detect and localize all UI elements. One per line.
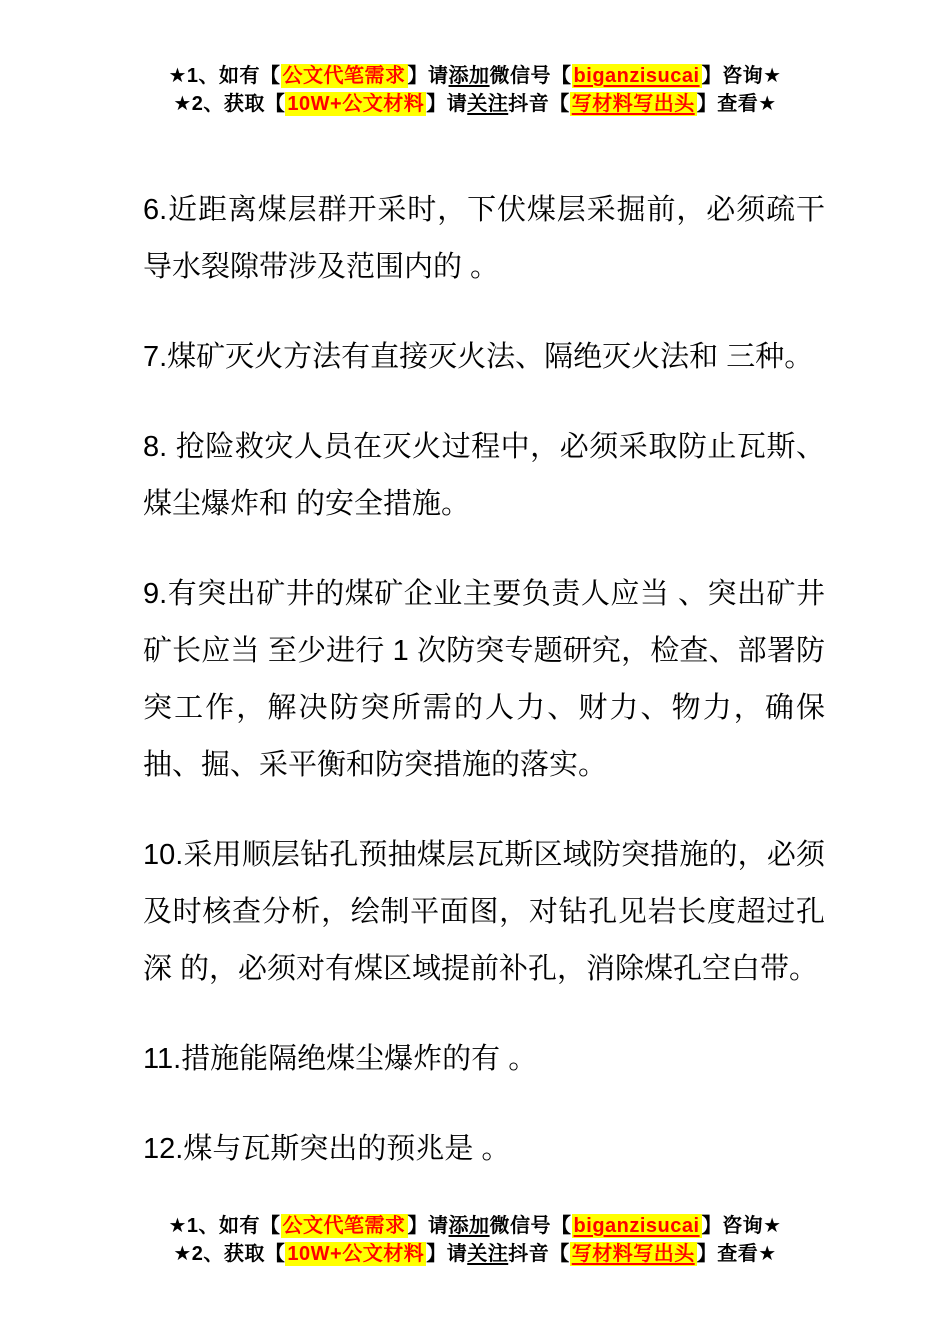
promo-text: 】查看★ <box>696 93 777 115</box>
promo-text: 】咨询★ <box>701 65 782 87</box>
promo-underline-follow: 关注 <box>467 93 509 115</box>
promo-text: 微信号【 <box>489 1215 572 1237</box>
promo-text: 】咨询★ <box>701 1215 782 1237</box>
question-12: 12.煤与瓦斯突出的预兆是 。 <box>143 1133 511 1165</box>
promo-header-line-2 <box>0 90 950 118</box>
promo-wechat-id: biganzisucai <box>573 65 700 87</box>
promo-douyin-id: 写材料写出头 <box>571 1243 695 1265</box>
question-9: 9.有突出矿井的煤矿企业主要负责人应当 、突出矿井矿长应当 至少进行 1 次防突专题研究，检查、部署防突工作，解决防突所需的人力、财力、物力，确保抽、掘、采平衡和防突措施的落实。 <box>143 578 825 781</box>
promo-header <box>0 0 950 118</box>
promo-highlight-writing-service: 公文代笔需求 <box>282 65 406 87</box>
question-7: 7.煤矿灭火方法有直接灭火法、隔绝灭火法和 三种。 <box>143 341 814 373</box>
promo-underline-add: 添加 <box>448 1215 490 1237</box>
promo-highlight-materials: 10W+公文材料 <box>287 93 425 115</box>
promo-text: ★2、获取【 <box>173 1243 286 1265</box>
promo-text: ★1、如有【 <box>168 65 281 87</box>
promo-text: ★2、获取【 <box>173 93 286 115</box>
promo-footer <box>0 1212 950 1344</box>
question-11: 11.措施能隔绝煤尘爆炸的有 。 <box>143 1043 538 1075</box>
promo-text: ★1、如有【 <box>168 1215 281 1237</box>
promo-text: 】请 <box>426 93 468 115</box>
promo-footer-line-2 <box>0 1240 950 1268</box>
promo-underline-follow: 关注 <box>467 1243 509 1265</box>
promo-text: 抖音【 <box>508 1243 570 1265</box>
promo-highlight-materials: 10W+公文材料 <box>287 1243 425 1265</box>
promo-text: 抖音【 <box>508 93 570 115</box>
promo-text: 】请 <box>426 1243 468 1265</box>
question-8: 8. 抢险救灾人员在灭火过程中，必须采取防止瓦斯、煤尘爆炸和 的安全措施。 <box>143 431 825 520</box>
question-10: 10.采用顺层钻孔预抽煤层瓦斯区域防突措施的，必须及时核查分析，绘制平面图，对钻孔见岩长度超过孔深 的，必须对有煤区域提前补孔，消除煤孔空白带。 <box>143 839 825 985</box>
promo-douyin-id: 写材料写出头 <box>571 93 695 115</box>
promo-footer-line-1 <box>0 1212 950 1240</box>
question-list <box>143 182 825 1178</box>
promo-wechat-id: biganzisucai <box>573 1215 700 1237</box>
promo-text: 】请 <box>407 65 449 87</box>
question-6: 6.近距离煤层群开采时，下伏煤层采掘前，必须疏干导水裂隙带涉及范围内的 。 <box>143 194 825 283</box>
promo-text: 】请 <box>407 1215 449 1237</box>
promo-highlight-writing-service: 公文代笔需求 <box>282 1215 406 1237</box>
promo-header-line-1 <box>0 62 950 90</box>
promo-text: 微信号【 <box>489 65 572 87</box>
promo-text: 】查看★ <box>696 1243 777 1265</box>
promo-underline-add: 添加 <box>448 65 490 87</box>
